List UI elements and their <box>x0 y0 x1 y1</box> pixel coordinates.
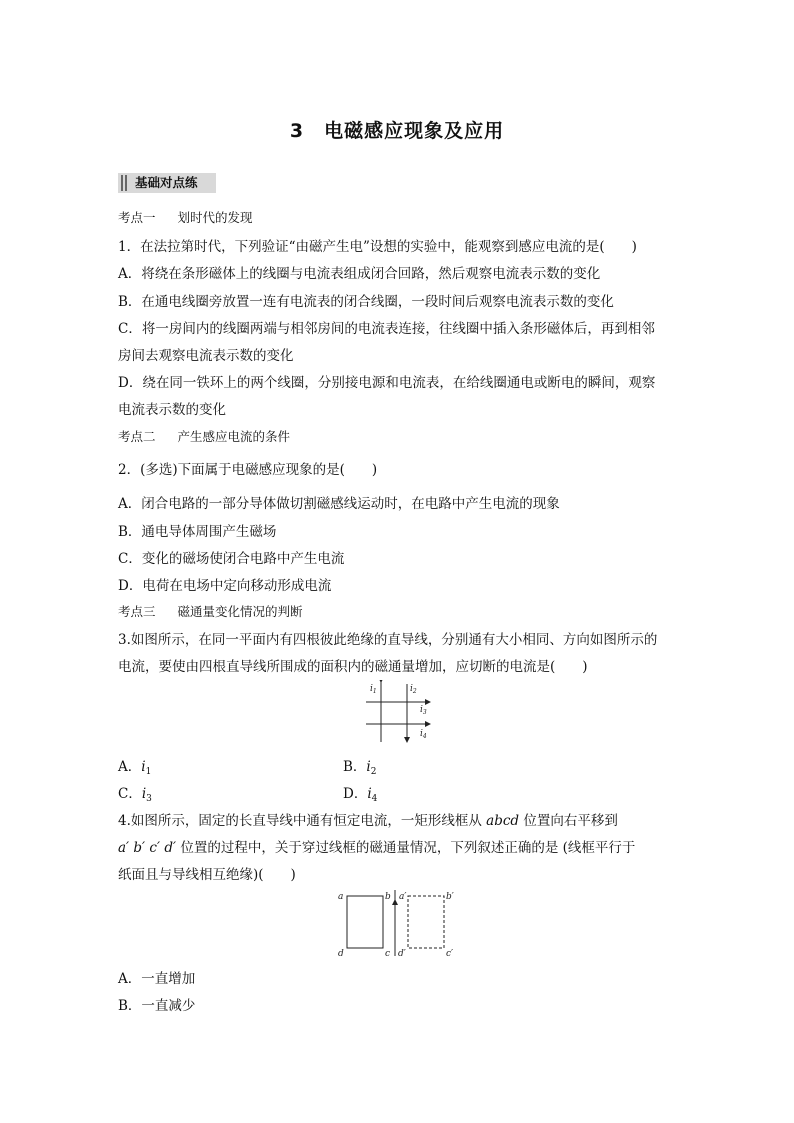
label-b: b <box>385 892 391 902</box>
q3-option-a: A．$i_1$ <box>118 759 152 777</box>
frame-abcd <box>347 896 383 948</box>
knowledge-point-2 <box>118 427 290 445</box>
label-a-prime: a′ <box>399 892 407 902</box>
q4-option-a: A．一直增加 <box>118 971 196 987</box>
kp-text: 产生感应电流的条件 <box>177 429 291 444</box>
kp-label: 考点三 <box>118 604 156 619</box>
kp-label: 考点一 <box>118 210 156 225</box>
q1-stem: 1．在法拉第时代，下列验证“由磁产生电”设想的实验中，能观察到感应电流的是( ) <box>118 239 637 255</box>
label-a: a <box>338 892 344 902</box>
q4-stem: 4.如图所示，固定的长直导线中通有恒定电流，一矩形线框从 abcd 位置向右平移到 <box>118 813 618 829</box>
label-i1: $i_1$ <box>370 684 377 695</box>
label-i4: $i_4$ <box>420 729 427 740</box>
tag-bar <box>121 175 123 191</box>
kp-label: 考点二 <box>118 429 156 444</box>
knowledge-point-3 <box>118 602 303 620</box>
q3-wire-figure <box>360 680 440 746</box>
label-d-prime: d′ <box>398 949 406 959</box>
q2-stem: 2．(多选)下面属于电磁感应现象的是( ) <box>118 462 378 478</box>
label-d: d <box>338 949 344 959</box>
page-title <box>0 116 794 143</box>
kp-text: 划时代的发现 <box>177 210 253 225</box>
title-text: 电磁感应现象及应用 <box>324 120 505 142</box>
q1-option-b: B．在通电线圈旁放置一连有电流表的闭合线圈，一段时间后观察电流表示数的变化 <box>118 294 614 310</box>
label-i2: $i_2$ <box>410 684 417 695</box>
frame-moved <box>408 896 444 948</box>
q1-option-d-cont: 电流表示数的变化 <box>118 402 226 418</box>
title-number: 3 <box>289 120 305 142</box>
q4-stem-cont2: 纸面且与导线相互绝缘)( ) <box>118 867 296 883</box>
q1-option-c: C．将一房间内的线圈两端与相邻房间的电流表连接，往线圈中插入条形磁体后，再到相邻 <box>118 321 655 337</box>
q3-stem: 3.如图所示，在同一平面内有四根彼此绝缘的直导线，分别通有大小相同、方向如图所示的 <box>118 632 658 648</box>
kp-text: 磁通量变化情况的判断 <box>177 604 303 619</box>
label-i3: $i_3$ <box>420 705 427 716</box>
q3-option-b: B．$i_2$ <box>343 759 377 777</box>
q4-frame-figure <box>335 886 459 960</box>
q1-option-a: A．将绕在条形磁体上的线圈与电流表组成闭合回路，然后观察电流表示数的变化 <box>118 266 601 282</box>
label-c-prime: c′ <box>446 949 454 959</box>
q4-option-b: B．一直减少 <box>118 998 196 1014</box>
q3-stem-cont: 电流，要使由四根直导线所围成的面积内的磁通量增加，应切断的电流是( ) <box>118 659 588 675</box>
q1-option-d: D．绕在同一铁环上的两个线圈，分别接电源和电流表，在给线圈通电或断电的瞬间，观察 <box>118 375 656 391</box>
section-tag-label: 基础对点练 <box>135 175 198 190</box>
knowledge-point-1 <box>118 208 253 226</box>
q4-stem-cont: a′ b′ c′ d′ 位置的过程中，关于穿过线框的磁通量情况，下列叙述正确的是 (线框平行于 <box>118 840 636 856</box>
q3-option-d: D．$i_4$ <box>343 786 378 804</box>
q1-option-c-cont: 房间去观察电流表示数的变化 <box>118 348 294 364</box>
q3-option-c: C．$i_3$ <box>118 786 152 804</box>
section-tag <box>118 173 216 193</box>
label-c: c <box>385 949 391 959</box>
q2-option-d: D．电荷在电场中定向移动形成电流 <box>118 578 332 594</box>
q2-option-b: B．通电导体周围产生磁场 <box>118 524 277 540</box>
q2-option-a: A．闭合电路的一部分导体做切割磁感线运动时，在电路中产生电流的现象 <box>118 496 560 512</box>
label-b-prime: b′ <box>446 892 454 902</box>
q2-option-c: C．变化的磁场使闭合电路中产生电流 <box>118 551 345 567</box>
tag-bar <box>125 175 127 191</box>
